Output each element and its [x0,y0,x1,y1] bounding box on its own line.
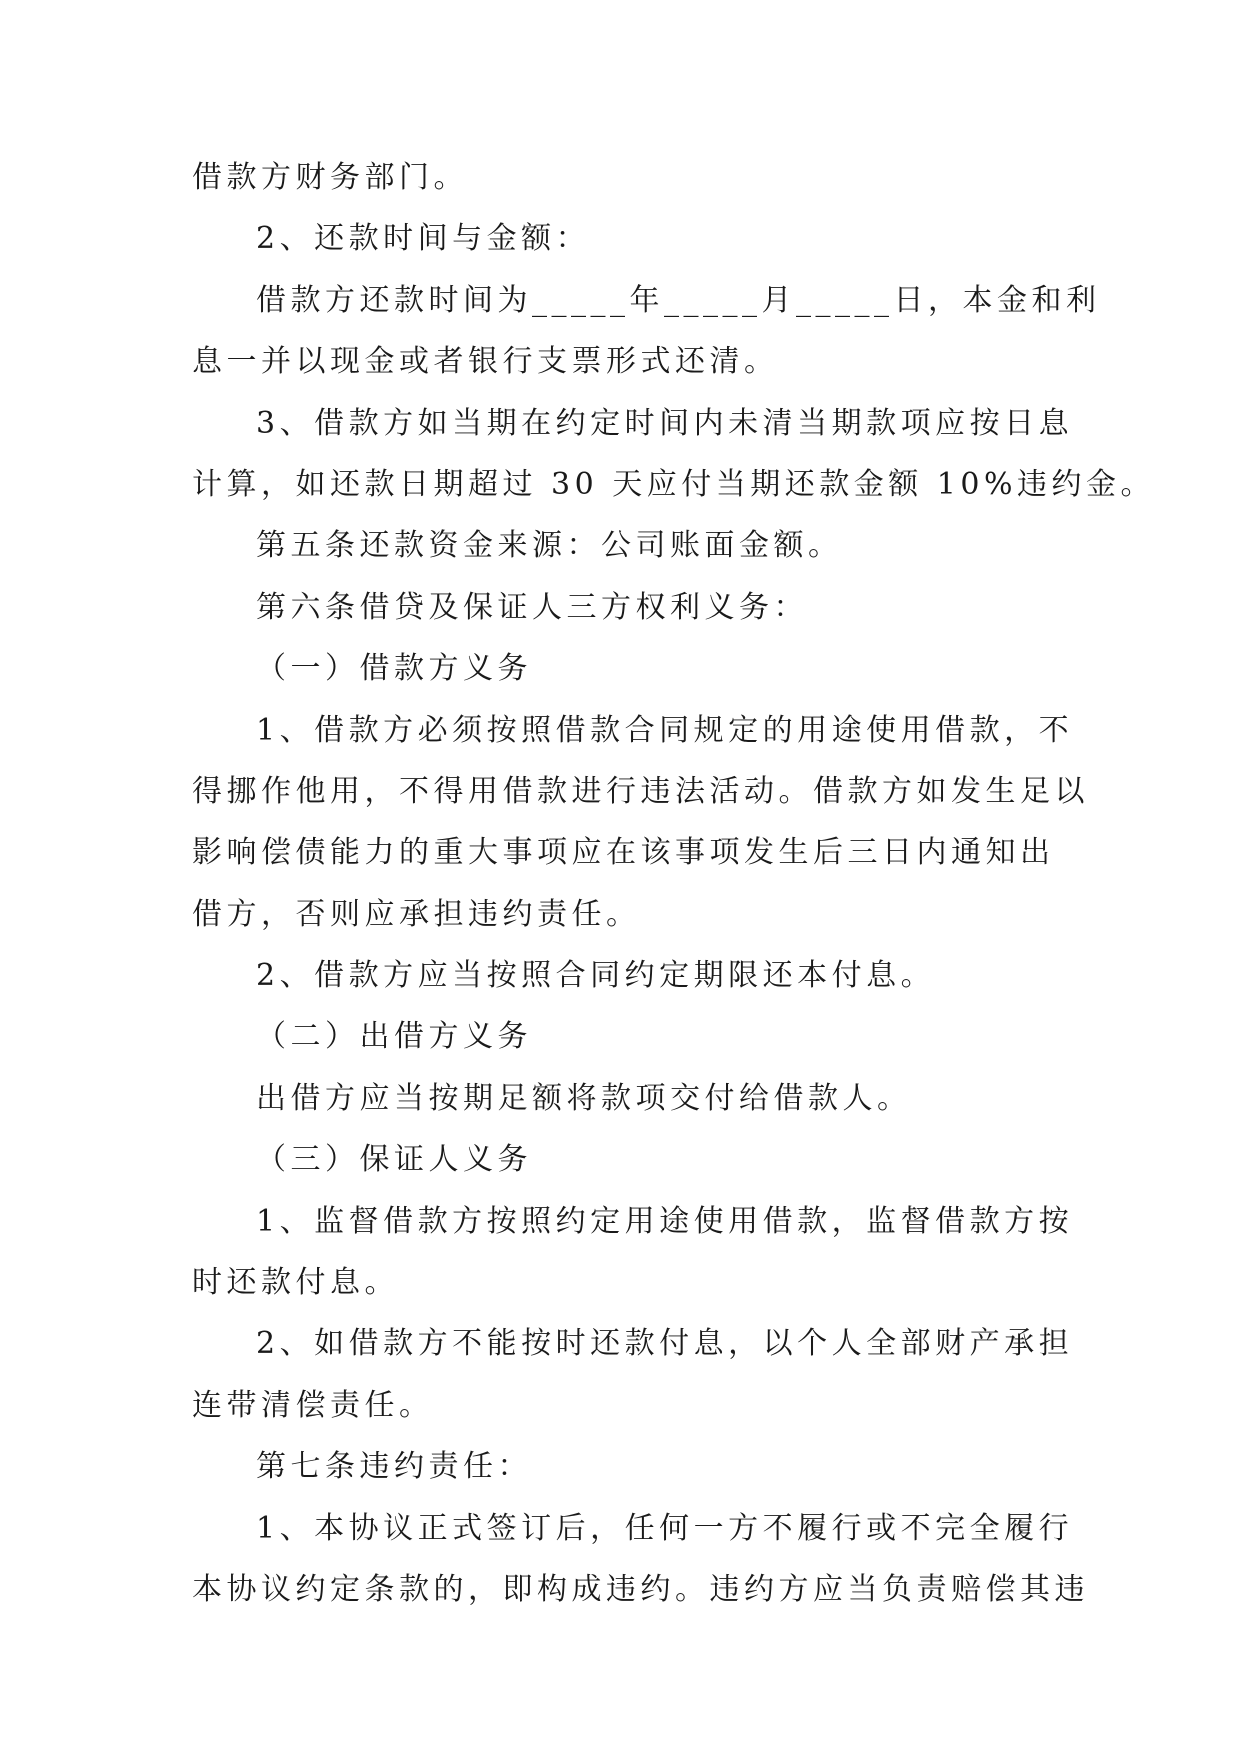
document-body [192,160,1155,1633]
text-line: 连带清偿责任。 [192,1387,434,1423]
text-line: 2、借款方应当按照合同约定期限还本付息。 [256,958,936,994]
text-line: 2、如借款方不能按时还款付息，以个人全部财产承担 [256,1326,1074,1362]
text-line: 影响偿债能力的重大事项应在该事项发生后三日内通知出 [192,835,1055,871]
text-line: 1、本协议正式签订后，任何一方不履行或不完全履行 [256,1510,1074,1546]
text-line: 1、监督借款方按照约定用途使用借款，监督借款方按 [256,1203,1074,1239]
text-line: 第六条借贷及保证人三方权利义务： [256,589,808,625]
text-line: 2、还款时间与金额： [256,221,591,257]
section-heading: （三）保证人义务 [256,1142,532,1178]
text-line: 得挪作他用，不得用借款进行违法活动。借款方如发生足以 [192,773,1089,809]
text-line: 3、借款方如当期在约定时间内未清当期款项应按日息 [256,405,1074,441]
text-line: 1、借款方必须按照借款合同规定的用途使用借款，不 [256,712,1074,748]
text-line: 第五条还款资金来源：公司账面金额。 [256,528,843,564]
text-line: 借款方还款时间为_____年_____月_____日，本金和利 [256,282,1101,318]
text-line: 息一并以现金或者银行支票形式还清。 [192,344,779,380]
text-line: 本协议约定条款的，即构成违约。违约方应当负责赔偿其违 [192,1571,1089,1607]
text-line: 借款方财务部门。 [192,160,468,195]
text-line: 时还款付息。 [192,1265,399,1301]
section-heading: （一）借款方义务 [256,651,532,687]
section-heading: （二）出借方义务 [256,1019,532,1055]
text-line: 第七条违约责任： [256,1449,532,1485]
text-line: 出借方应当按期足额将款项交付给借款人。 [256,1080,912,1116]
text-line: 计算，如还款日期超过 30 天应付当期还款金额 10%违约金。 [192,466,1155,502]
text-line: 借方，否则应承担违约责任。 [192,896,641,932]
